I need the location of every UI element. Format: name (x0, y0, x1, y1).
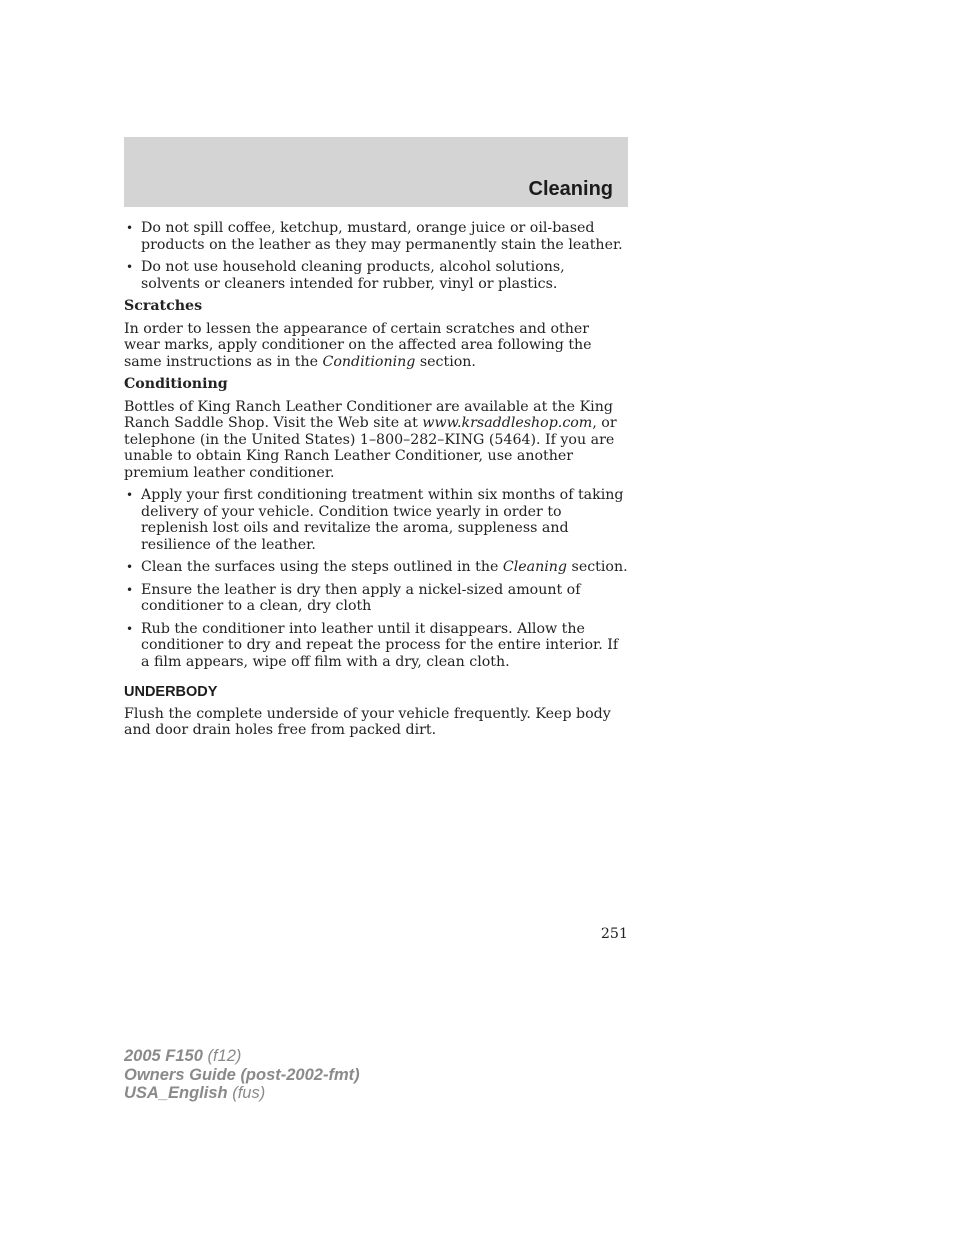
conditioning-reference: Conditioning (322, 353, 416, 370)
conditioning-heading: Conditioning (124, 376, 228, 392)
section-header-band (124, 137, 628, 207)
footer-line-model (124, 1047, 360, 1066)
conditioning-paragraph (124, 399, 628, 482)
page-number: 251 (600, 926, 628, 942)
conditioning-bullet-list (124, 487, 628, 670)
footer-language-code: (fus) (227, 1084, 266, 1102)
list-item (124, 220, 628, 253)
website-url: www.krsaddleshop.com (422, 415, 593, 431)
document-footer (124, 1047, 360, 1103)
scratches-text: In order to lessen the appearance of certain scratches and other wear marks, apply conditioner on the affected area following the same instructions as in the (124, 320, 592, 370)
bullet-icon: • (126, 488, 134, 502)
bullet-icon: • (126, 621, 134, 636)
footer-language: USA_English (124, 1084, 228, 1102)
bullet-icon: • (126, 560, 134, 574)
list-item-text: Do not use household cleaning products, alcohol solutions, solvents or cleaners intended for rubber, vinyl or plastics. (141, 259, 565, 292)
footer-model-code: (f12) (202, 1047, 242, 1065)
bullet-icon: • (126, 221, 134, 235)
list-item-text: Rub the conditioner into leather until it disappears. Allow the conditioner to dry and repeat the process for the entire interior. If a film appears, wipe off film with a dry, clean cloth. (141, 620, 619, 670)
underbody-paragraph: Flush the complete underside of your vehicle frequently. Keep body and door drain holes free from packed dirt. (124, 705, 611, 738)
list-item (124, 559, 628, 576)
footer-guide: Owners Guide (post-2002-fmt) (124, 1065, 360, 1084)
scratches-paragraph (124, 321, 628, 371)
list-item (124, 259, 628, 292)
list-item (124, 621, 628, 671)
underbody-heading: UNDERBODY (124, 684, 218, 700)
section-title: Cleaning (528, 178, 613, 200)
scratches-text-end: section. (415, 353, 476, 370)
page-content (124, 220, 628, 745)
list-item-text: Do not spill coffee, ketchup, mustard, orange juice or oil-based products on the leather as they may permanently stain the leather. (141, 220, 623, 253)
conditioning-text-end: , or telephone (in the United States) 1–800–282–KING (5464). If you are unable to obtain King Ranch Leather Conditioner, use another premium leather conditioner. (124, 415, 617, 481)
cleaning-reference: Cleaning (502, 559, 568, 575)
list-item-text: Apply your first conditioning treatment within six months of taking delivery of your vehicle. Condition twice yearly in order to replenish lost oils and revitalize the aroma, suppleness and resilience of the leather. (141, 487, 624, 553)
list-item (124, 582, 628, 615)
leather-care-bullet-list (124, 220, 628, 292)
list-item (124, 487, 628, 553)
list-item-text: Clean the surfaces using the steps outlined in the (141, 559, 503, 575)
list-item-text: Ensure the leather is dry then apply a nickel-sized amount of conditioner to a clean, dry cloth (141, 581, 581, 614)
bullet-icon: • (126, 260, 134, 274)
scratches-heading: Scratches (124, 298, 203, 314)
footer-line-language (124, 1084, 360, 1103)
footer-line-guide (124, 1066, 360, 1085)
footer-model: 2005 F150 (124, 1047, 203, 1065)
list-item-text-end: section. (567, 559, 628, 575)
conditioning-text: Bottles of King Ranch Leather Conditioner are available at the King Ranch Saddle Shop. Visit the Web site at (124, 398, 613, 431)
bullet-icon: • (126, 582, 134, 597)
